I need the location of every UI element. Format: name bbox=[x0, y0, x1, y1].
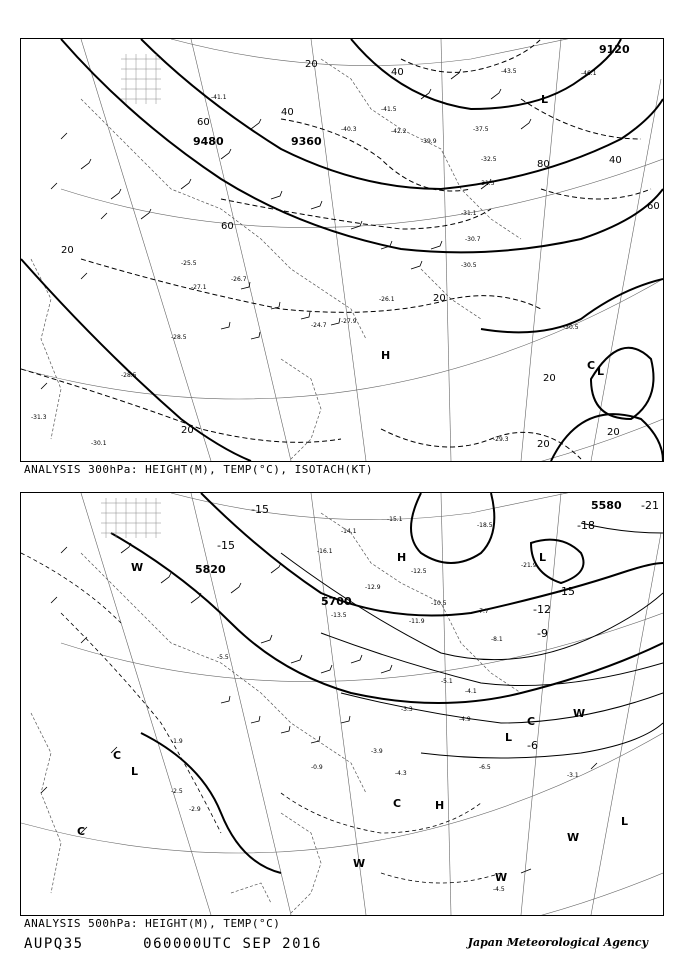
station-temp: -14.1 bbox=[341, 528, 357, 535]
station-temp: -28.5 bbox=[121, 372, 137, 379]
isotherm-label: -21 bbox=[641, 499, 659, 512]
chart-code: AUPQ35 bbox=[24, 936, 84, 952]
station-temp: -12.5 bbox=[411, 568, 427, 575]
station-temp: -30.5 bbox=[563, 324, 579, 331]
station-temp: -3.9 bbox=[371, 748, 383, 755]
temperature-dashed bbox=[21, 553, 501, 883]
station-temp: -2.5 bbox=[171, 788, 183, 795]
station-temp: -24.7 bbox=[311, 322, 327, 329]
system-cold: C bbox=[393, 797, 402, 810]
agency-name: Japan Meteorological Agency bbox=[467, 936, 648, 949]
system-low: L bbox=[131, 765, 139, 778]
system-low: L bbox=[539, 551, 547, 564]
valid-time: 060000UTC SEP 2016 bbox=[143, 936, 322, 952]
station-temp: -26.7 bbox=[231, 276, 247, 283]
system-cold: C bbox=[113, 749, 122, 762]
isotach-label: 20 bbox=[607, 427, 620, 438]
station-temp: -31.3 bbox=[31, 414, 47, 421]
station-temp: -32.5 bbox=[481, 156, 497, 163]
station-temp: -30.7 bbox=[465, 236, 481, 243]
station-temp: -37.5 bbox=[473, 126, 489, 133]
isotach-label: 60 bbox=[221, 221, 234, 232]
system-high: H bbox=[397, 551, 407, 564]
station-temp: -4.9 bbox=[459, 716, 471, 723]
station-temp: -4.5 bbox=[493, 886, 505, 893]
station-temp: -29.3 bbox=[493, 436, 509, 443]
station-temp: -5.1 bbox=[441, 678, 453, 685]
system-low: L bbox=[597, 365, 605, 378]
map-300hpa bbox=[20, 38, 664, 462]
station-temp: -1.9 bbox=[171, 738, 183, 745]
system-warm: W bbox=[495, 871, 508, 884]
station-temp: -41.1 bbox=[211, 94, 227, 101]
height-label-5580: 5580 bbox=[591, 499, 622, 512]
caption-300hpa: ANALYSIS 300hPa: HEIGHT(M), TEMP(°C), ISOTACH(KT) bbox=[24, 463, 374, 476]
system-cold: C bbox=[587, 359, 596, 372]
isotherm-label: -6 bbox=[527, 739, 538, 752]
isotach-contours bbox=[21, 39, 651, 459]
isotherm-label: -18 bbox=[577, 519, 595, 532]
isotherm-label: -9 bbox=[537, 627, 548, 640]
contour-labels bbox=[77, 499, 659, 884]
station-temp: -2.9 bbox=[189, 806, 201, 813]
station-temp: -39.9 bbox=[421, 138, 437, 145]
isotach-label: 40 bbox=[281, 107, 294, 118]
chart-identifier bbox=[24, 936, 322, 952]
station-temp: -21.9 bbox=[521, 562, 537, 569]
station-temp: -30.5 bbox=[461, 262, 477, 269]
station-temp: -31.1 bbox=[461, 210, 477, 217]
graticule bbox=[21, 39, 663, 461]
station-temp: -11.9 bbox=[409, 618, 425, 625]
height-contours bbox=[111, 493, 663, 873]
isotach-label: 20 bbox=[537, 439, 550, 450]
station-temp: -25.5 bbox=[181, 260, 197, 267]
station-temp: -6.5 bbox=[479, 764, 491, 771]
system-warm: W bbox=[573, 707, 586, 720]
station-temp: -31.5 bbox=[479, 180, 495, 187]
caption-500hpa: ANALYSIS 500hPa: HEIGHT(M), TEMP(°C) bbox=[24, 917, 281, 930]
isotach-label: 80 bbox=[537, 159, 550, 170]
station-temp: -13.5 bbox=[331, 612, 347, 619]
graticule bbox=[21, 493, 663, 915]
system-low: L bbox=[505, 731, 513, 744]
map-500hpa bbox=[20, 492, 664, 916]
station-temp: -0.9 bbox=[311, 764, 323, 771]
height-contours bbox=[21, 39, 663, 461]
station-temp: -3.3 bbox=[401, 706, 413, 713]
contour-labels bbox=[61, 43, 660, 450]
isotherm-label: -12 bbox=[533, 603, 551, 616]
station-temp: -41.5 bbox=[381, 106, 397, 113]
system-high: H bbox=[381, 349, 391, 362]
station-temp: -27.1 bbox=[191, 284, 207, 291]
isotach-label: 20 bbox=[61, 245, 74, 256]
station-temp: -8.1 bbox=[491, 636, 503, 643]
system-high: H bbox=[435, 799, 445, 812]
station-temp: -18.5 bbox=[477, 522, 493, 529]
system-cold: C bbox=[77, 825, 86, 838]
system-warm: W bbox=[131, 561, 144, 574]
map-500hpa-canvas bbox=[21, 493, 663, 915]
height-label-9120: 9120 bbox=[599, 43, 630, 56]
station-temp: -10.5 bbox=[431, 600, 447, 607]
station-temp: -27.9 bbox=[341, 318, 357, 325]
station-temp: -42.2 bbox=[391, 128, 407, 135]
height-label-5700: 5700 bbox=[321, 595, 352, 608]
station-temp: -16.1 bbox=[317, 548, 333, 555]
station-temp: -3.1 bbox=[567, 772, 579, 779]
system-low: L bbox=[621, 815, 629, 828]
station-temp: -5.5 bbox=[217, 654, 229, 661]
station-temp: -7.7 bbox=[477, 608, 489, 615]
station-temp: -43.5 bbox=[501, 68, 517, 75]
system-warm: W bbox=[353, 857, 366, 870]
isotach-label: 60 bbox=[197, 117, 210, 128]
isotach-label: 20 bbox=[181, 425, 194, 436]
station-temp: -28.5 bbox=[171, 334, 187, 341]
height-label-5820: 5820 bbox=[195, 563, 226, 576]
jet-hatching bbox=[121, 54, 161, 104]
isotach-label: 60 bbox=[647, 201, 660, 212]
jet-hatching bbox=[101, 498, 161, 538]
station-temp: -15.1 bbox=[387, 516, 403, 523]
isotach-label: 40 bbox=[391, 67, 404, 78]
isotach-label: 20 bbox=[433, 293, 446, 304]
height-label-9480: 9480 bbox=[193, 135, 224, 148]
isotach-label: 20 bbox=[543, 373, 556, 384]
system-low: L bbox=[541, 93, 549, 106]
isotach-label: 20 bbox=[305, 59, 318, 70]
system-cold: C bbox=[527, 715, 536, 728]
station-temp: -30.1 bbox=[91, 440, 107, 447]
isotach-label: 40 bbox=[609, 155, 622, 166]
height-label-9360: 9360 bbox=[291, 135, 322, 148]
station-temp: -4.1 bbox=[465, 688, 477, 695]
station-temp: -4.3 bbox=[395, 770, 407, 777]
station-temp: -26.1 bbox=[379, 296, 395, 303]
isotherm-label: -15 bbox=[251, 503, 269, 516]
isotherm-label: -15 bbox=[557, 585, 575, 598]
station-temp: -40.3 bbox=[341, 126, 357, 133]
map-300hpa-canvas bbox=[21, 39, 663, 461]
station-temp: -46.1 bbox=[581, 70, 597, 77]
isotherm-label: -15 bbox=[217, 539, 235, 552]
station-temp: -12.9 bbox=[365, 584, 381, 591]
system-warm: W bbox=[567, 831, 580, 844]
station-temperatures bbox=[31, 68, 597, 447]
